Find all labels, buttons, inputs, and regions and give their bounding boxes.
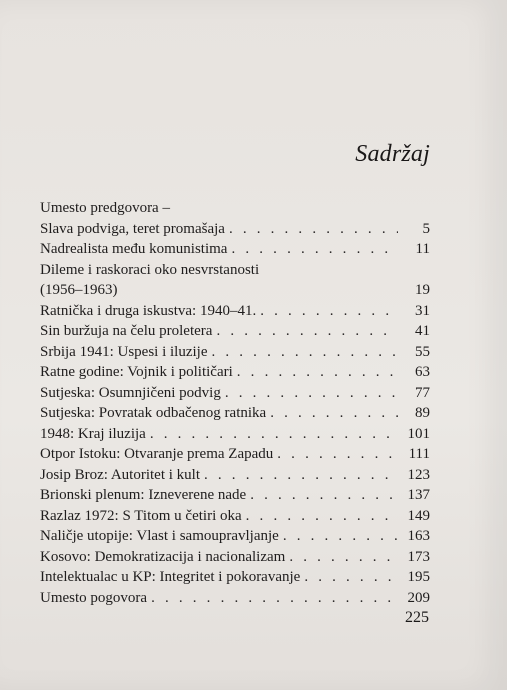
toc-entry xyxy=(40,465,430,486)
toc-leader-dots xyxy=(260,301,398,322)
toc-entry xyxy=(40,485,430,506)
toc-entry-title: Sutjeska: Osumnjičeni podvig xyxy=(40,384,221,401)
toc-entry-page: 137 xyxy=(407,487,430,503)
toc-entry-page: 163 xyxy=(407,528,430,544)
toc-leader-dots xyxy=(231,239,398,260)
toc-entry xyxy=(40,301,430,322)
toc-entry xyxy=(40,383,430,404)
toc-entry-title: Umesto predgovora – xyxy=(40,200,170,216)
toc-entry xyxy=(40,280,430,301)
toc-entry-title: Intelektualac u KP: Integritet i pokoravanje xyxy=(40,569,301,585)
toc-entry-title: Slava podviga, teret promašaja xyxy=(40,220,225,237)
toc-leader-dots xyxy=(204,465,398,486)
toc-entry-page: 11 xyxy=(415,241,430,257)
toc-leader-dots xyxy=(250,485,398,506)
toc-leader-dots xyxy=(246,506,398,527)
contents-heading: Sadržaj xyxy=(355,141,430,167)
toc-entry-page: 209 xyxy=(407,589,430,606)
toc-entry-title: Josip Broz: Autoritet i kult xyxy=(40,466,200,483)
toc-entry xyxy=(40,424,430,445)
toc-leader-dots xyxy=(304,567,398,588)
toc-leader-dots xyxy=(151,588,398,609)
toc-entry xyxy=(40,198,430,219)
toc-entry xyxy=(40,219,430,240)
toc-entry xyxy=(40,342,430,363)
toc-entry-page: 195 xyxy=(407,569,430,585)
toc-entry-title: Razlaz 1972: S Titom u četiri oka xyxy=(40,507,242,524)
toc-entry xyxy=(40,506,430,527)
toc-entry xyxy=(40,403,430,424)
toc-leader-dots xyxy=(211,342,398,363)
toc-leader-dots xyxy=(229,219,398,240)
toc-leader-dots xyxy=(277,444,398,465)
toc-entry-title: Otpor Istoku: Otvaranje prema Zapadu xyxy=(40,446,274,462)
toc-entry-title: Kosovo: Demokratizacija i nacionalizam xyxy=(40,548,286,565)
toc-entry xyxy=(40,547,430,568)
toc-entry-page: 31 xyxy=(415,302,430,319)
toc-entry-page: 149 xyxy=(407,507,430,524)
toc-entry-page: 19 xyxy=(415,282,430,298)
toc-entry-page: 5 xyxy=(422,220,430,237)
toc-entry xyxy=(40,588,430,609)
toc-entry-title: Dileme i raskoraci oko nesvrstanosti xyxy=(40,261,260,278)
toc-entry xyxy=(40,239,430,260)
toc-entry-page: 77 xyxy=(415,384,430,401)
toc-entry-page: 63 xyxy=(415,364,430,380)
toc-entry-title: Ratne godine: Vojnik i političari xyxy=(40,364,233,380)
toc-entry xyxy=(40,260,430,281)
toc-leader-dots xyxy=(237,362,398,383)
toc-leader-dots xyxy=(150,424,398,445)
toc-entry-page: 89 xyxy=(415,405,430,421)
toc-leader-dots xyxy=(289,547,398,568)
toc-entry-page: 101 xyxy=(407,425,430,442)
toc-entry-title: Brionski plenum: Izneverene nade xyxy=(40,487,247,503)
toc-entry-title: Umesto pogovora xyxy=(40,589,148,606)
toc-entry-title: 1948: Kraj iluzija xyxy=(40,425,146,442)
toc-entry xyxy=(40,567,430,588)
toc-entry-title: Naličje utopije: Vlast i samoupravljanje xyxy=(40,528,279,544)
toc-entry-title: Nadrealista među komunistima xyxy=(40,241,228,257)
toc-entry-title: Srbija 1941: Uspesi i iluzije xyxy=(40,343,208,360)
toc-entry xyxy=(40,444,430,465)
toc-entry xyxy=(40,526,430,547)
toc-entry-title: Sin buržuja na čelu proletera xyxy=(40,323,213,339)
toc-entry xyxy=(40,321,430,342)
toc-entry xyxy=(40,362,430,383)
toc-entry-page: 55 xyxy=(415,343,430,360)
toc-leader-dots xyxy=(216,321,398,342)
toc-leader-dots xyxy=(225,383,398,404)
toc-entry-title: (1956–1963) xyxy=(40,282,118,298)
toc-leader-dots xyxy=(270,403,398,424)
toc-leader-dots xyxy=(283,526,398,547)
toc-entry-page: 173 xyxy=(407,548,430,565)
toc-entry-page: 123 xyxy=(407,466,430,483)
toc-entry-title: Ratnička i druga iskustva: 1940–41. xyxy=(40,302,257,319)
toc-entry-page: 41 xyxy=(415,323,430,339)
toc-entry-title: Sutjeska: Povratak odbačenog ratnika xyxy=(40,405,267,421)
table-of-contents xyxy=(40,198,430,608)
page-number: 225 xyxy=(405,609,429,626)
toc-entry-page: 111 xyxy=(408,446,430,462)
